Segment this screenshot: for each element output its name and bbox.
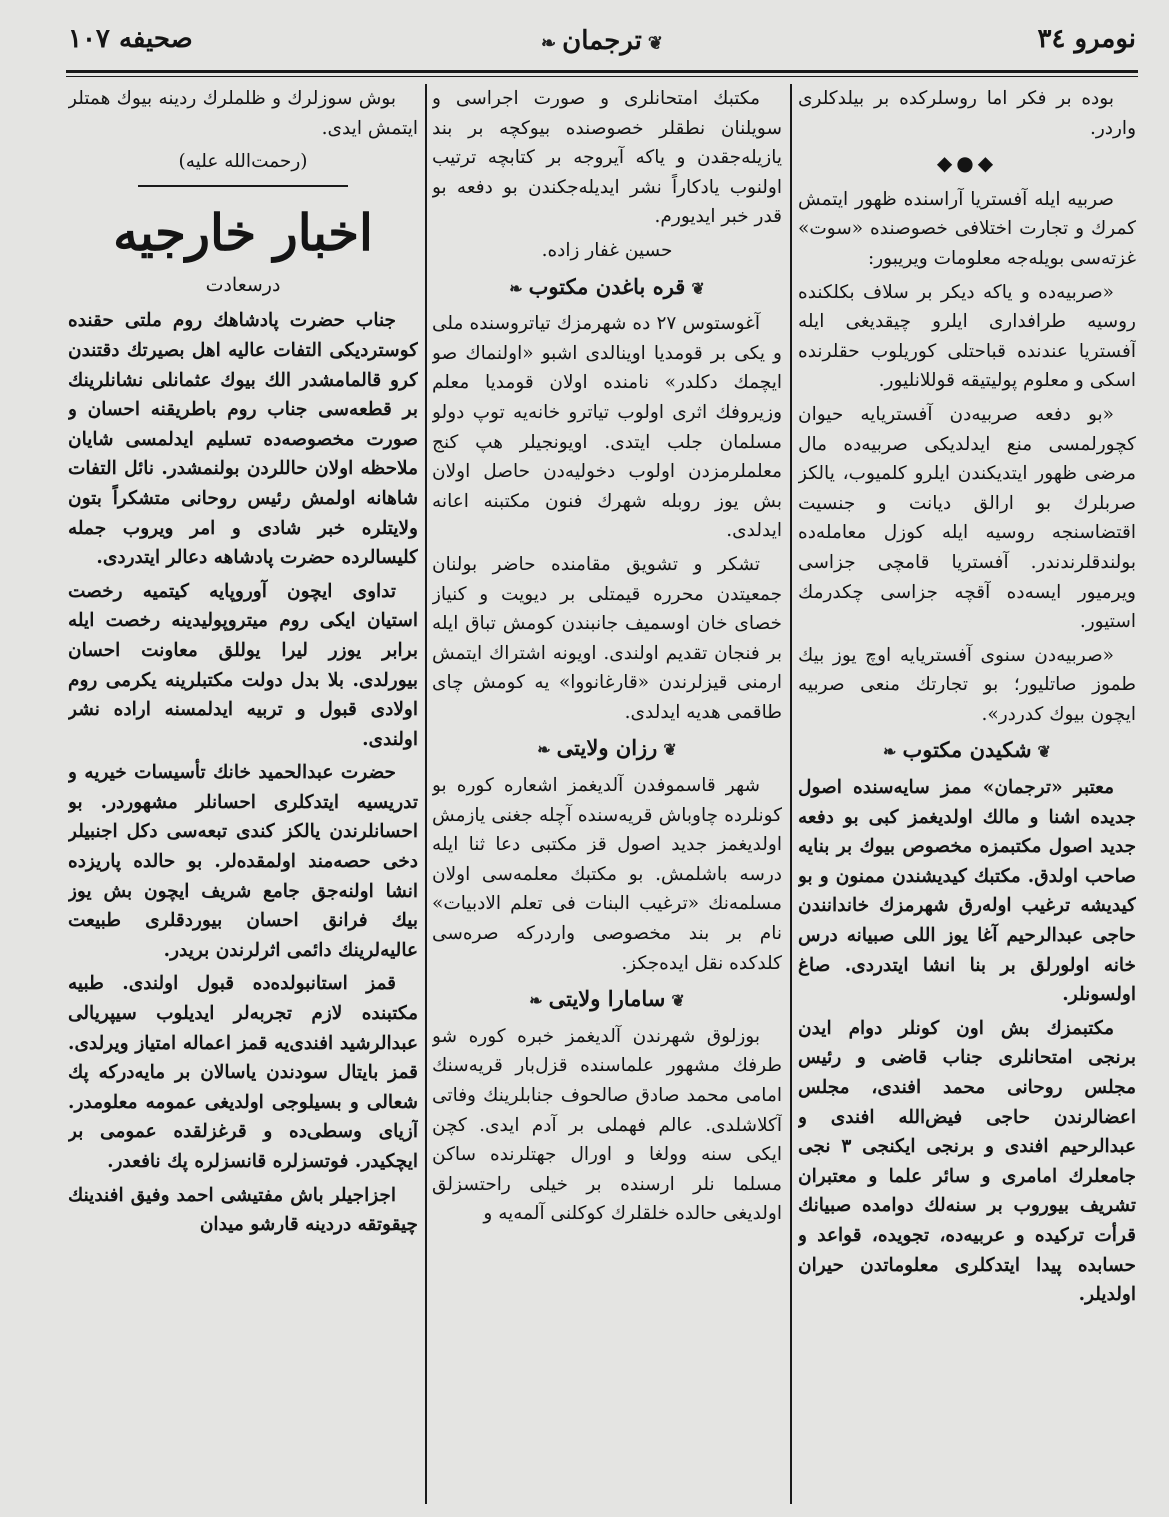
section-heading <box>798 735 1136 767</box>
ornament-icon: ❦ <box>671 991 685 1011</box>
column-divider <box>790 84 792 1504</box>
header-rule-thin <box>66 76 1138 77</box>
paragraph: حضرت عبدالحمید خانك تأسیسات خیریه و تدریسیه ایتدکلری احسانلر مشهوردر. بو احسانلرندن یالکز کندی تبعه‌سی دکل اجنبیلر دخی حصه‌مند اولمقده‌لر. بو حالده پاریزده انشا اولنه‌جق جامع شریف ایچون بش یوز بیك فرانق احسان بیوردقلری طبیعت عالیه‌لرینك دائمی اثرلرندن بریدر. <box>68 762 418 961</box>
paragraph: مکتبمزك بش اون کونلر دوام ایدن برنجی امتحانلری جناب قاضی و رئیس مجلس روحانی محمد افندی، مجلس اعضالرندن حاجی فیض‌الله افندی و عبدالرحیم افندی و برنجی ایکنجی ٣ نجی جامعلرك امامری و سائر علما و معتبران تشریف بیوروب بر سنه‌لك دوامده صبیانك قرأت ترکیده و عربیه‌ده، تجویده، قواعد و حسابده پیدا ایتدکلری معلوماتدن حیران اولدیلر. <box>798 1017 1136 1306</box>
ornament-icon: ❦ <box>663 740 677 760</box>
paragraph: «صربیه‌دن سنوی آفستریایه اوچ یوز بیك طموز صاتلیور؛ بو تجارتك منعی صربیه ایچون بیوك کدردر». <box>798 644 1136 725</box>
column-left <box>68 84 418 1504</box>
ornament-icon: ❦ <box>691 278 705 298</box>
section-heading-text: رزان ولایتی <box>556 735 658 761</box>
paragraph: تداوی ایچون آوروپایه کیتمیه رخصت استیان ایکی روم میتروپولیدینه رخصت ایله برابر یوزر لیرا یوللق معاونت احسان بیورلدی. بلا بدل دولت مکتبلرینه یکرمی روم اولادی قبول و تربیه ایدلمسنه اراده نشر اولندی. <box>68 580 418 750</box>
header-rule <box>66 70 1138 73</box>
paragraph: اجزاجیلر باش مفتیشی احمد وفیق افندینك چیقوتقه دردینه قارشو میدان <box>68 1184 418 1236</box>
section-heading <box>432 733 782 765</box>
divider <box>138 185 348 187</box>
section-subtitle: درسعادت <box>205 273 281 296</box>
ornament-icon: ❦ <box>647 33 663 54</box>
paragraph: مکتبك امتحانلری و صورت اجراسی و سویلنان نطقلر خصوصنده بیوکچه بر بند یازیله‌جقدن و یاکه آیروجه بر کتابچه ترتیب اولنوب یادکاراً نشر ایدیله‌جکندن بو دفعه بو قدر خبر ایدیورم. <box>432 88 782 228</box>
paragraph: آغوستوس ٢٧ ده شهرمزك تیاتروسنده ملی و یکی بر قومدیا اوینالدی اشبو «اولنماك صو ایچمك دکلدر» نامنده اولان قومدیا معلم وزیروفك اثری اولوب تیاترو خانه‌یه توپ دولو مسلمان جلب ایتدی. اویونجیلر هپ کنج معلملرمزدن اولوب دخولیه‌دن حاصل اولان بش یوز روبله شهرك فنون مکتبنه اعانه ایدلدی. <box>432 313 782 542</box>
column-divider <box>425 84 427 1504</box>
paragraph: بوزلوق شهرندن آلدیغمز خبره کوره شو طرفك مشهور علماسنده قزل‌بار قریه‌سنك امامی محمد صادق صالحوف جنابلرینك وفاتی آکلاشلدی. عالم فهملی بر آدم ایدی. کچن ایکی سنه وولغا و اورال جهتلرنده ساکن مسلما نلر ارسنده بر خیلی راحتسزلق اولدیغی حالده خلقلرك کوکلنی آلمه‌یه و <box>432 1025 782 1225</box>
paragraph: جناب حضرت پادشاهك روم ملتی حقنده کوستردیکی التفات عالیه اهل بصیرتك دقتندن کرو قالمامشدر الك بیوك عثمانلی نشانلرینك بر قطعه‌سی جناب روم باطریقنه احسان و صورت مخصوصه‌ده تسلیم ایدلمسی شایان ملاحظه اولان حاللردن بولنمشدر. نائل التفات شاهانه اولمش رئیس روحانی متشکراً بتون ولایتلره خبر شادی و امر ویروب جمله کلیسالرده حضرت پادشاهه دعالر ایتدردی. <box>68 310 418 569</box>
paragraph: بوش سوزلرك و ظلملرك ردینه بیوك همتلر ایتمش ایدی. <box>68 88 418 139</box>
paragraph: «صربیه‌ده و یاکه دیکر بر سلاف بکلکنده روسیه طرافداری ایلرو چیقدیغی ایله آفستریا عندنده قباحتلی کوریلوب حقلرنده اسکی و معلوم پولیتیقه قوللانلیور. <box>798 281 1136 392</box>
newspaper-title-text: ترجمان <box>562 26 642 56</box>
ornament-icon: ❧ <box>509 278 523 298</box>
paragraph: شهر قاسموفدن آلدیغمز اشعاره کوره بو کونلرده چاوباش قریه‌سنده آچله جغنی یازمش اولدیغمز جدید اصول قز مکتبی دعا ثنا ایله درسه باشلمش. بو مکتبك معلمه‌سی اولان مسلمه‌نك «ترغیب البنات فی تعلم الادبیات» نام بر بند مخصوصی واردرکه صره‌سی کلدکده نقل ایده‌جکز. <box>432 775 782 974</box>
column-right <box>798 84 1136 1504</box>
section-title: اخبار خارجیه <box>113 202 373 262</box>
paragraph: بوده بر فکر اما روسلرکده بر بیلدکلری واردر. <box>798 88 1136 139</box>
paragraph: تشکر و تشویق مقامنده حاضر بولنان جمعیتدن محرره قیمتلی بر دیویت و کنیاز خصای خان اوسمیف جانبندن کومش تباق ایله بر فنجان تقدیم اولندی. اویونه اشتراك ایتمش ارمنی قیزلرندن «قارغانووا» یه کومش چای طاقمی هدیه ایدلدی. <box>432 553 782 723</box>
paragraph: معتبر «ترجمان» ممز سایه‌سنده اصول جدیده اشنا و مالك اولدیغمز کبی بو دفعه جدید اصول مکتبمزه مخصوص بیوك بر بنایه صاحب اولدق. مکتبك کیدیشندن ممنون و بو کیدیشه ترغیب اوله‌رق شهرمزك خاندانندن حاجی عبدالرحیم آغا یوز اللی صبیانه درس خانه اولورلق بر بنا انشا ایتدردی. صاغ اولسونلر. <box>798 777 1136 1006</box>
paragraph: «بو دفعه صربیه‌دن آفستریایه حیوان کچورلمسی منع ایدلدیکی صربیه‌ده مال مرضی ظهور ایتدیکندن ایلرو کلمیوب، یالکز صربلرك بو ارالق دیانت و جنسیت اقتضاسنجه روسیه ایله کوزل معامله‌ده بولندقلرندندر. آفستریا قامچی جزاسی ویرمیور ایسه‌ده آقچه جزاسی چکدرمك استیور. <box>798 403 1136 633</box>
section-heading-text: شکیدن مکتوب <box>902 737 1032 763</box>
issue-number: نومرو ٣٤ <box>1037 24 1136 54</box>
signature: حسین غفار زاده. <box>541 239 673 261</box>
column-middle <box>432 84 782 1504</box>
ornament-icon: ❧ <box>537 740 551 760</box>
section-heading <box>432 984 782 1016</box>
page-number: صحیفه ١٠٧ <box>68 24 193 54</box>
masthead <box>68 24 1136 72</box>
ornament-icon: ❧ <box>883 742 897 762</box>
section-heading <box>432 272 782 304</box>
ornament-icon: ❧ <box>529 991 543 1011</box>
section-heading-text: قره باغدن مکتوب <box>528 273 686 299</box>
paragraph: قمز استانبولده‌ده قبول اولندی. طبیه مکتبنده لازم تجربه‌لر ایدیلوب سیپریالی عبدالرشید افندی‌یه قمز اعماله امتیاز ویرلدی. قمز بایتال سودندن یاسالان بر مایه‌درکه پك شعالی و بسیلوجی اولدیغی عمومه معلومدر. آزیای وسطی‌ده و قرغزلقده عمومی بر ایچکیدر. فوتسزلره قانسزلره پك نافعدر. <box>68 973 418 1172</box>
paragraph: صربیه ایله آفستریا آراسنده ظهور ایتمش کمرك و تجارت اختلافی خصوصنده «سوت» غزته‌سی بویله‌جه معلومات ویریبور: <box>798 188 1136 269</box>
signature: (رحمت‌الله علیه) <box>178 151 308 173</box>
section-heading-text: سامارا ولایتی <box>548 986 666 1012</box>
ornament-icon: ❧ <box>541 33 557 54</box>
separator-ornament: ◆●◆ <box>936 151 998 176</box>
newspaper-title <box>535 26 669 56</box>
ornament-icon: ❦ <box>1037 742 1051 762</box>
